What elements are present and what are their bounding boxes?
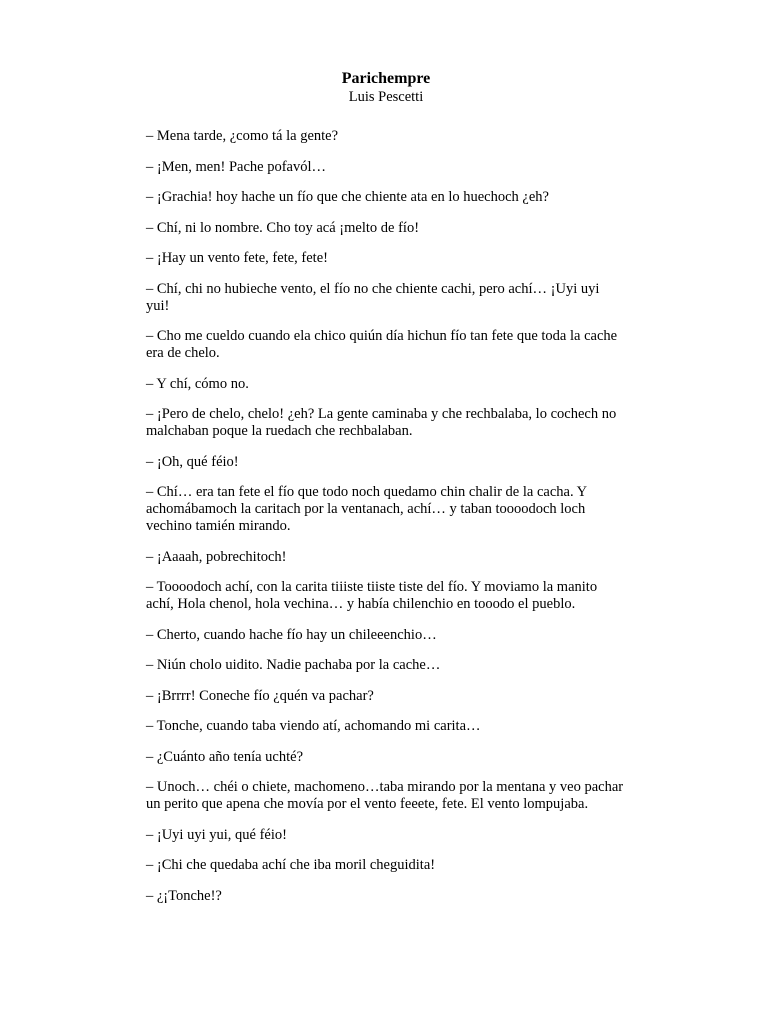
dialogue-paragraph: – Chí, ni lo nombre. Cho toy acá ¡melto de fío! [146,219,420,236]
dialogue-paragraph: – ¡Grachia! hoy hache un fío que che chiente ata en lo huechoch ¿eh? [146,189,549,205]
dialogue-paragraph: – ¡Hay un vento fete, fete, fete! [146,250,328,266]
dialogue-paragraph: – Y chí, cómo no. [146,375,249,392]
dialogue-paragraph: – ¿¡Tonche!? [146,887,222,904]
dialogue-paragraph: – Tonche, cuando taba viendo atí, achomando mi carita… [146,718,481,734]
dialogue-paragraph: – ¡Pero de chelo, chelo! ¿eh? La gente caminaba y che rechbalaba, lo cochech no malchaban poque la ruedach che rechbalaban. [146,406,617,439]
document-author: Luis Pescetti [348,89,424,105]
dialogue-paragraph: – Chí, chi no hubieche vento, el fío no che chiente cachi, pero achí… ¡Uyi uyi yui! [146,280,600,314]
document-title: Parichempre [341,70,431,87]
dialogue-paragraph: – ¡Aaaah, pobrechitoch! [146,548,287,565]
dialogue-paragraph: – ¡Uyi uyi yui, qué féio! [146,826,287,843]
dialogue-paragraph: – Niún cholo uidito. Nadie pachaba por la cache… [146,657,441,673]
dialogue-paragraph: – Unoch… chéi o chiete, machomeno…taba mirando por la mentana y veo pachar un perito que apena che movía por el vento feeete, fete. El vento lompujaba. [146,779,624,812]
dialogue-paragraph: – Chí… era tan fete el fío que todo noch quedamo chin chalir de la cacha. Y achomábamoch la caritach por la ventanach, achí… y taban toooodoch loch vechino tamién mirando. [146,484,587,534]
dialogue-paragraph: – ¿Cuánto año tenía uchté? [146,748,304,765]
dialogue-paragraph: – Mena tarde, ¿como tá la gente? [146,128,339,144]
dialogue-paragraph: – Toooodoch achí, con la carita tiiiste tiiste tiste del fío. Y moviamo la manito achí, Hola chenol, hola vechina… y había chilenchio en tooodo el pueblo. [146,579,598,612]
dialogue-paragraph: – ¡Men, men! Pache pofavól… [146,158,326,175]
document-body [146,128,626,918]
dialogue-paragraph: – ¡Oh, qué féio! [146,453,239,470]
title-block [0,70,768,106]
dialogue-paragraph: – ¡Brrrr! Coneche fío ¿quén va pachar? [146,687,374,704]
dialogue-paragraph: – Cho me cueldo cuando ela chico quiún día hichun fío tan fete que toda la cache era de chelo. [146,328,618,361]
dialogue-paragraph: – Cherto, cuando hache fío hay un chileeenchio… [146,626,437,643]
dialogue-paragraph: – ¡Chi che quedaba achí che iba moril cheguidita! [146,857,436,873]
